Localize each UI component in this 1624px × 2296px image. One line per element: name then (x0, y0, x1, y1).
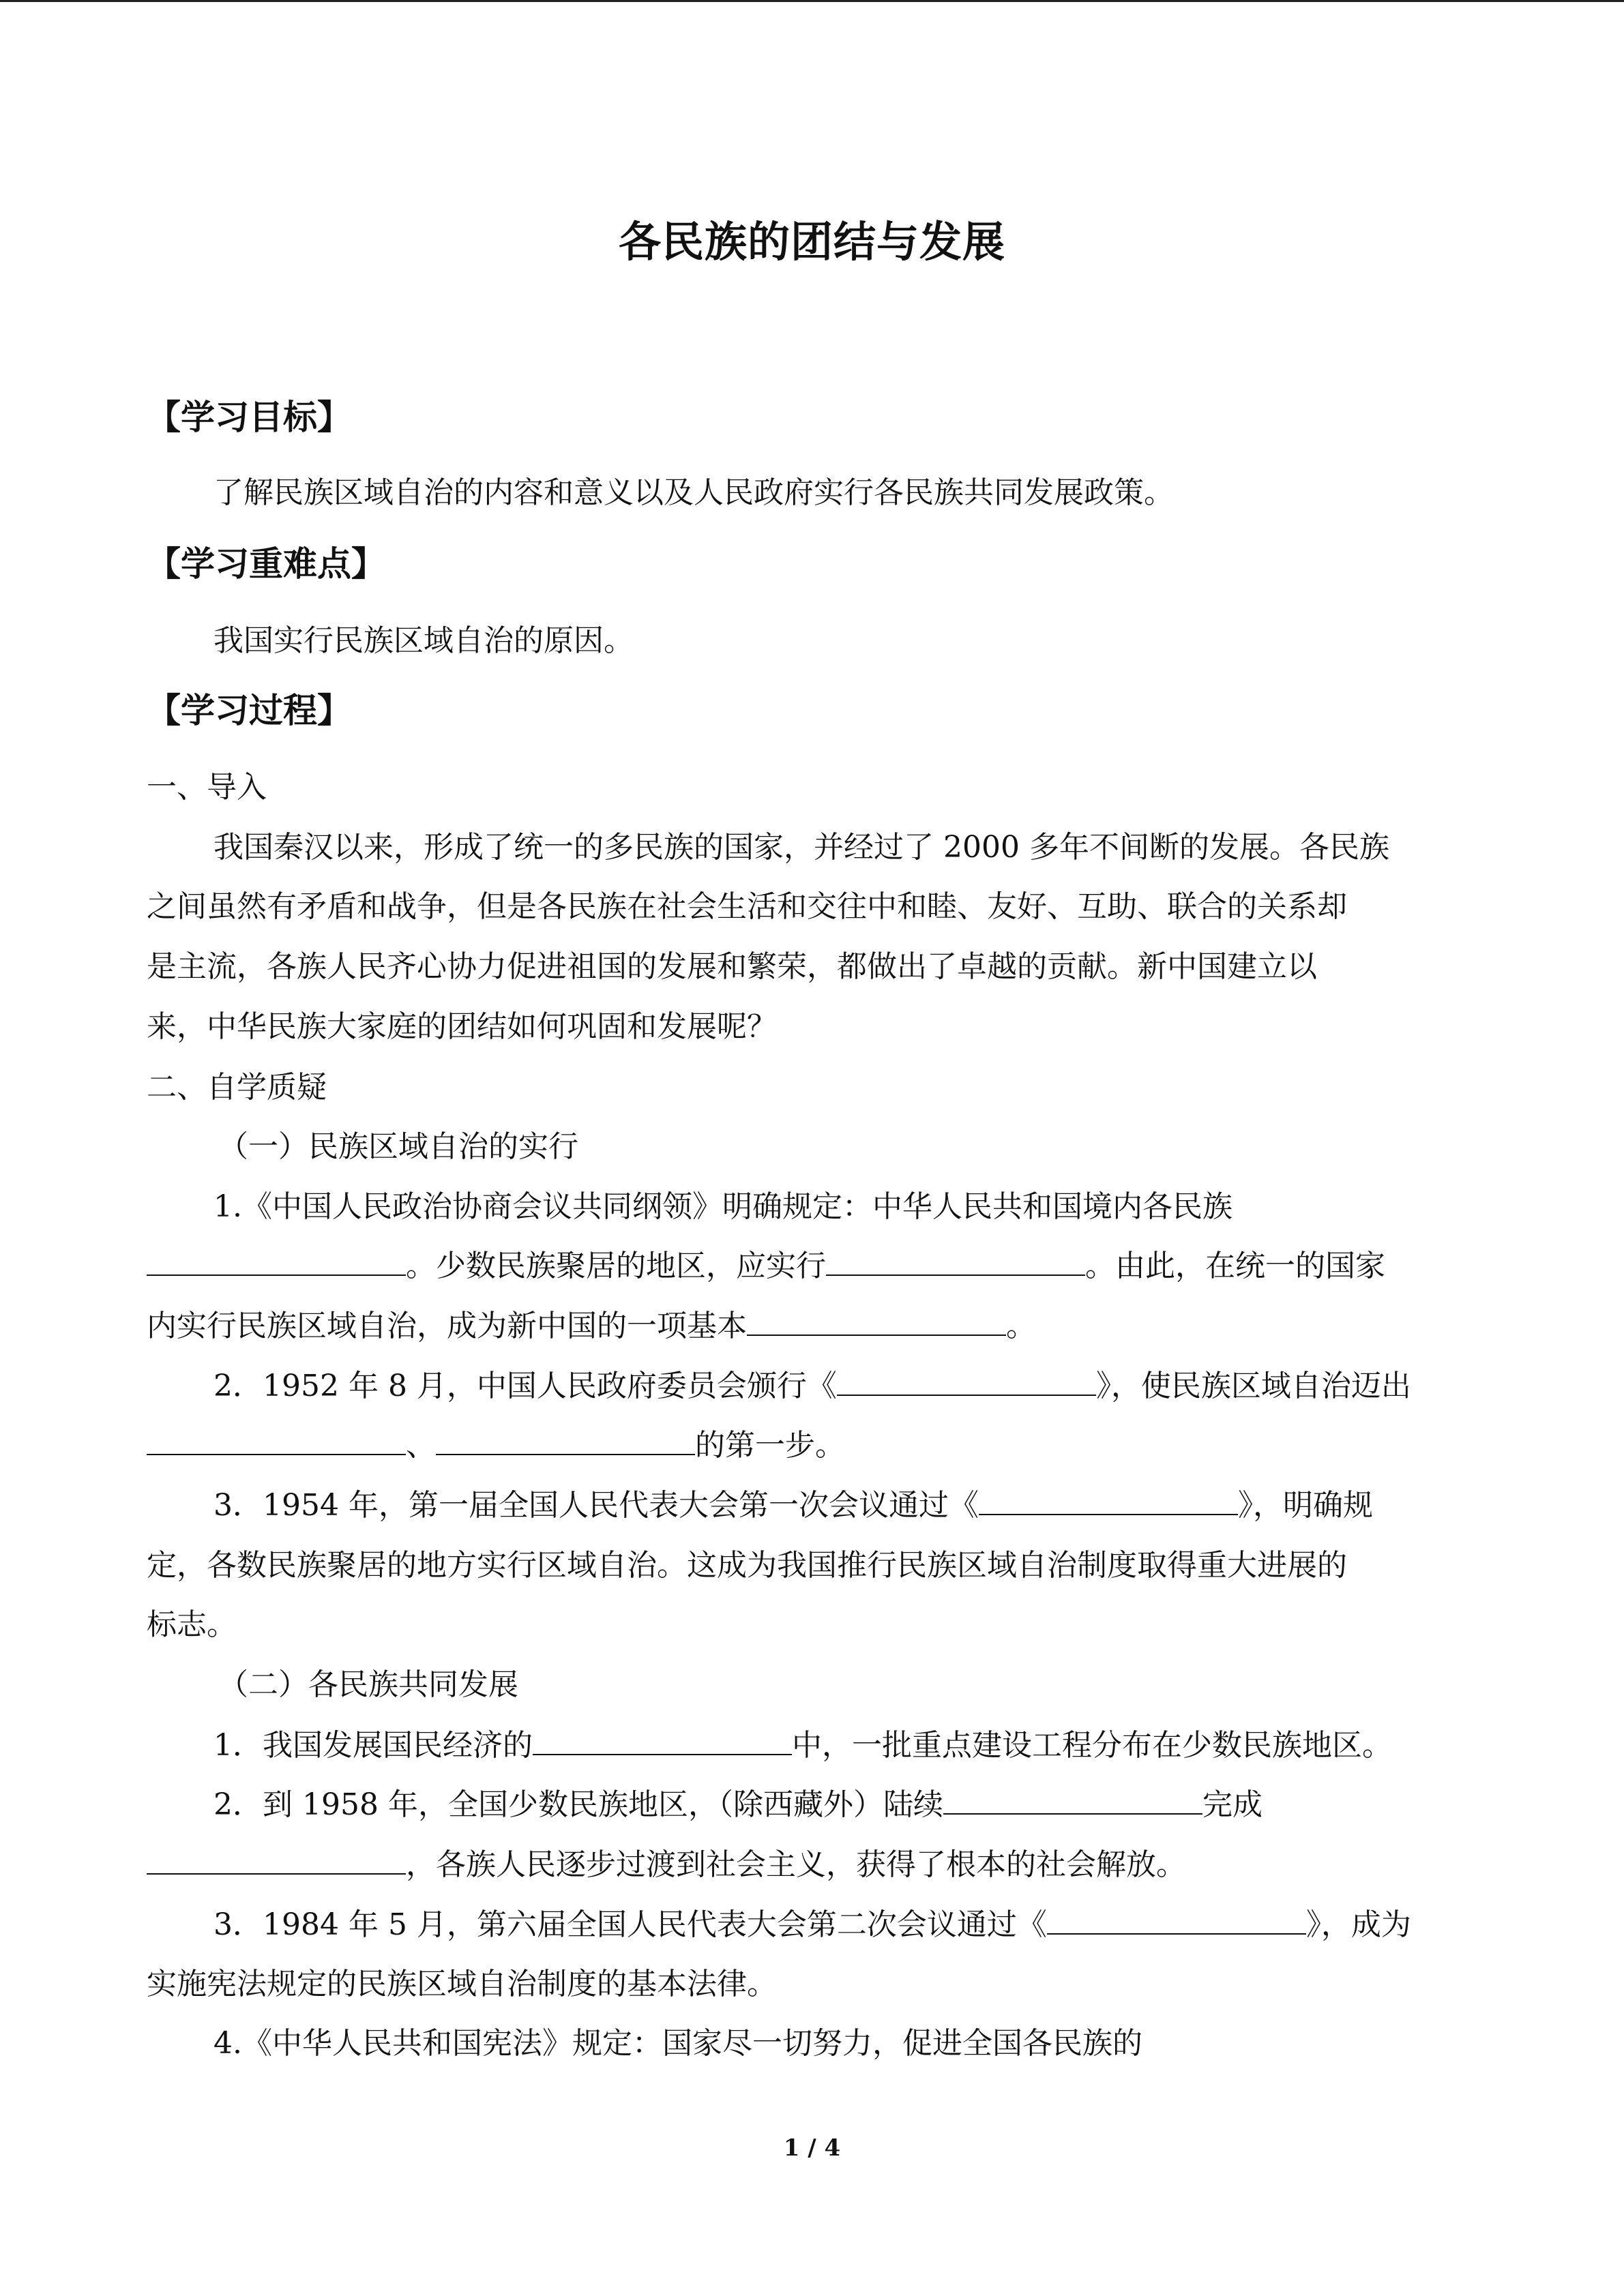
p1-q3-line-c: 标志。 (147, 1607, 237, 1642)
p1-q1-line-c: 内实行民族区域自治，成为新中国的一项基本 。 (147, 1309, 1036, 1343)
part1-label: （一）民族区域自治的实行 (218, 1129, 578, 1164)
process-heading: 【学习过程】 (147, 691, 351, 730)
answer-blank[interactable] (826, 1247, 1085, 1276)
p2-q1-line-a: 1．我国发展国民经济的 中，一批重点建设工程分布在少数民族地区。 (213, 1728, 1392, 1763)
top-border (0, 0, 1624, 2)
answer-blank[interactable] (147, 1427, 406, 1455)
p1-q1-line-a: 1.《中国人民政治协商会议共同纲领》明确规定：中华人民共和国境内各民族 (213, 1189, 1232, 1224)
p1-q3-line-b: 定，各数民族聚居的地方实行区域自治。这成为我国推行民族区域自治制度取得重大进展的 (147, 1548, 1347, 1583)
page-title: 各民族的团结与发展 (618, 217, 1005, 267)
answer-blank[interactable] (837, 1367, 1096, 1396)
intro-line-1: 我国秦汉以来，形成了统一的多民族的国家，并经过了 2000 多年不间断的发展。各民族 (213, 830, 1389, 865)
intro-line-2: 之间虽然有矛盾和战争，但是各民族在社会生活和交往中和睦、友好、互助、联合的关系却 (147, 889, 1347, 924)
answer-blank[interactable] (979, 1487, 1238, 1515)
answer-blank[interactable] (533, 1727, 792, 1755)
intro-line-4: 来，中华民族大家庭的团结如何巩固和发展呢？ (147, 1009, 777, 1044)
p2-q2-line-a: 2．到 1958 年，全国少数民族地区，（除西藏外）陆续 完成 (213, 1787, 1263, 1822)
answer-blank[interactable] (747, 1307, 1006, 1336)
p1-q3-line-a: 3．1954 年，第一届全国人民代表大会第一次会议通过《 》，明确规 (213, 1488, 1373, 1523)
p2-q3-line-a: 3．1984 年 5 月，第六届全国人民代表大会第二次会议通过《 》，成为 (213, 1907, 1411, 1942)
p1-q1-line-b: 。少数民族聚居的地区，应实行 。由此，在统一的国家 (147, 1246, 1480, 1287)
key-heading: 【学习重难点】 (147, 544, 385, 584)
p2-q3-line-b: 实施宪法规定的民族区域自治制度的基本法律。 (147, 1967, 777, 2001)
answer-blank[interactable] (943, 1786, 1202, 1815)
answer-blank[interactable] (147, 1247, 406, 1276)
answer-blank[interactable] (1047, 1906, 1306, 1935)
answer-blank[interactable] (436, 1427, 695, 1455)
key-text: 我国实行民族区域自治的原因。 (213, 623, 634, 658)
p1-q2-line-b: 、 的第一步。 (147, 1425, 1480, 1466)
answer-blank[interactable] (147, 1846, 406, 1875)
goal-heading: 【学习目标】 (147, 398, 351, 437)
intro-line-3: 是主流，各族人民齐心协力促进祖国的发展和繁荣，都做出了卓越的贡献。新中国建立以 (147, 949, 1317, 984)
goal-text: 了解民族区域自治的内容和意义以及人民政府实行各民族共同发展政策。 (213, 475, 1174, 510)
p1-q2-line-a: 2．1952 年 8 月，中国人民政府委员会颁行《 》，使民族区域自治迈出 (213, 1369, 1411, 1403)
page-indicator: 1 / 4 (783, 2134, 841, 2162)
p2-q2-line-b: ，各族人民逐步过渡到社会主义，获得了根本的社会解放。 (147, 1845, 1480, 1885)
self-study-label: 二、自学质疑 (147, 1070, 327, 1105)
intro-label: 一、导入 (147, 770, 267, 805)
p2-q4-line-a: 4.《中华人民共和国宪法》规定：国家尽一切努力，促进全国各民族的 (213, 2026, 1142, 2061)
part2-label: （二）各民族共同发展 (218, 1667, 518, 1702)
